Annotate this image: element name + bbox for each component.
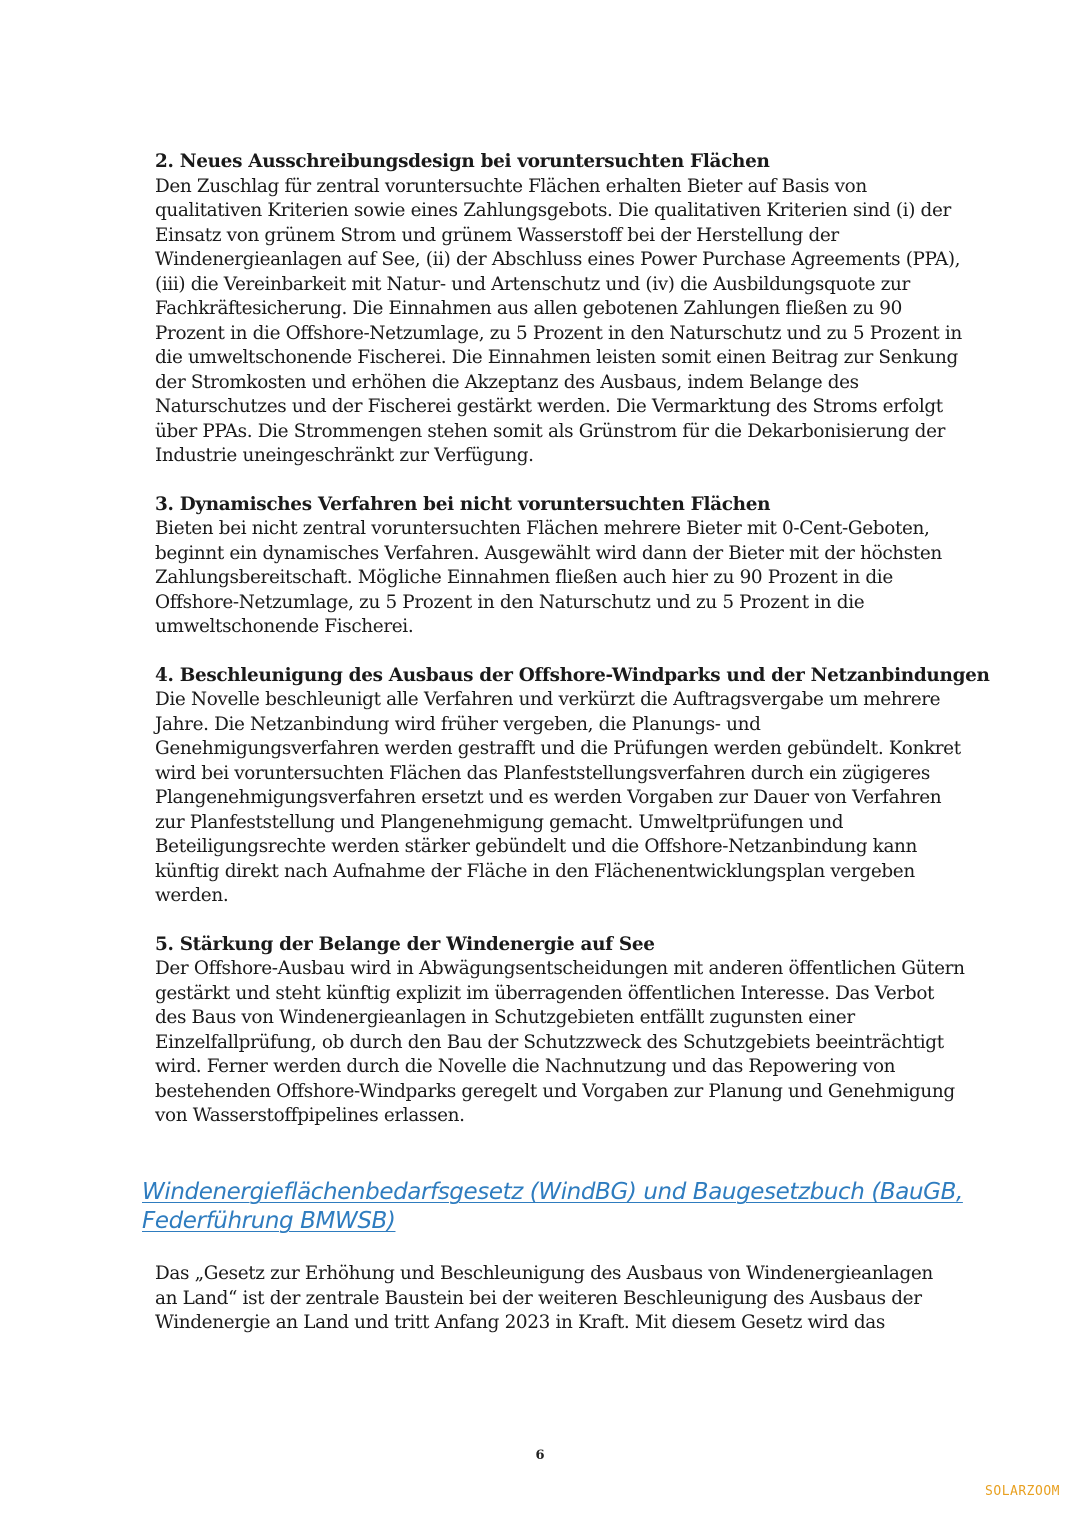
body-line: die umweltschonende Fischerei. Die Einnahmen leisten somit einen Beitrag zur Senkung (155, 347, 958, 368)
section-heading: 5. Stärkung der Belange der Windenergie auf See (155, 933, 655, 955)
section-2 (155, 150, 962, 469)
section-heading: 4. Beschleunigung des Ausbaus der Offshore-Windparks und der Netzanbindungen (155, 664, 990, 686)
body-line: Bieten bei nicht zentral voruntersuchten Flächen mehrere Bieter mit 0-Cent-Geboten, (155, 518, 930, 539)
body-line: Der Offshore-Ausbau wird in Abwägungsentscheidungen mit anderen öffentlichen Gütern (155, 958, 965, 979)
body-line: umweltschonende Fischerei. (155, 616, 414, 637)
section-5 (155, 933, 965, 1129)
link-heading-line: Windenergieflächenbedarfsgesetz (WindBG) und Baugesetzbuch (BauGB, (142, 1179, 963, 1205)
watermark-logo: SOLARZOOM (985, 1484, 1060, 1499)
body-line: werden. (155, 885, 229, 906)
body-line: Den Zuschlag für zentral voruntersuchte Flächen erhalten Bieter auf Basis von (155, 175, 867, 197)
body-line: (iii) die Vereinbarkeit mit Natur- und Artenschutz und (iv) die Ausbildungsquote zur (155, 273, 910, 295)
body-line: Prozent in die Offshore-Netzumlage, zu 5 Prozent in den Naturschutz und zu 5 Prozent in (155, 322, 962, 344)
section-heading: 2. Neues Ausschreibungsdesign bei voruntersuchten Flächen (155, 151, 770, 172)
windbg-section-link[interactable] (142, 1178, 963, 1236)
body-line: Fachkräftesicherung. Die Einnahmen aus allen gebotenen Zahlungen fließen zu 90 (155, 298, 902, 319)
body-line: Die Novelle beschleunigt alle Verfahren und verkürzt die Auftragsvergabe um mehrere (155, 689, 941, 710)
link-heading-line: Federführung BMWSB) (142, 1208, 396, 1234)
body-line: Zahlungsbereitschaft. Mögliche Einnahmen fließen auch hier zu 90 Prozent in die (155, 567, 893, 588)
body-line: beginnt ein dynamisches Verfahren. Ausgewählt wird dann der Bieter mit der höchsten (155, 542, 942, 564)
body-line: Offshore-Netzumlage, zu 5 Prozent in den Naturschutz und zu 5 Prozent in die (155, 591, 865, 613)
body-line: bestehenden Offshore-Windparks geregelt und Vorgaben zur Planung und Genehmigung (155, 1080, 955, 1102)
body-line: wird. Ferner werden durch die Novelle die Nachnutzung und das Repowering von (155, 1056, 896, 1077)
body-line: an Land“ ist der zentrale Baustein bei der weiteren Beschleunigung des Ausbaus der (155, 1287, 922, 1309)
body-line: über PPAs. Die Strommengen stehen somit als Grünstrom für die Dekarbonisierung der (155, 420, 946, 442)
section-4 (155, 664, 990, 909)
body-line: Plangenehmigungsverfahren ersetzt und es werden Vorgaben zur Dauer von Verfahren (155, 787, 942, 808)
body-line: wird bei voruntersuchten Flächen das Planfeststellungsverfahren durch ein zügigeres (155, 762, 930, 784)
body-line: Einzelfallprüfung, ob durch den Bau der Schutzzweck des Schutzgebiets beeinträchtigt (155, 1031, 944, 1053)
body-line: Das „Gesetz zur Erhöhung und Beschleunigung des Ausbaus von Windenergieanlagen (155, 1263, 933, 1284)
body-line: des Baus von Windenergieanlagen in Schutzgebieten entfällt zugunsten einer (155, 1007, 855, 1028)
body-line: Beteiligungsrechte werden stärker gebündelt und die Offshore-Netzanbindung kann (155, 836, 918, 857)
windbg-intro-paragraph (155, 1262, 955, 1336)
page-number: 6 (535, 1448, 545, 1463)
document-body (155, 150, 990, 1153)
body-line: Industrie uneingeschränkt zur Verfügung. (155, 445, 534, 466)
section-3 (155, 493, 955, 640)
body-line: Windenergieanlagen auf See, (ii) der Abschluss eines Power Purchase Agreements (PPA), (155, 249, 961, 270)
body-line: Einsatz von grünem Strom und grünem Wasserstoff bei der Herstellung der (155, 224, 839, 246)
body-line: qualitativen Kriterien sowie eines Zahlungsgebots. Die qualitativen Kriterien sind (i) der (155, 200, 951, 221)
body-line: von Wasserstoffpipelines erlassen. (155, 1105, 465, 1126)
body-line: der Stromkosten und erhöhen die Akzeptanz des Ausbaus, indem Belange des (155, 371, 859, 393)
body-line: gestärkt und steht künftig explizit im überragenden öffentlichen Interesse. Das Verbot (155, 982, 935, 1004)
body-line: Naturschutzes und der Fischerei gestärkt werden. Die Vermarktung des Stroms erfolgt (155, 396, 943, 417)
body-line: künftig direkt nach Aufnahme der Fläche in den Flächenentwicklungsplan vergeben (155, 860, 915, 882)
body-line: Jahre. Die Netzanbindung wird früher vergeben, die Planungs- und (155, 713, 761, 735)
body-line: zur Planfeststellung und Plangenehmigung gemacht. Umweltprüfungen und (155, 811, 844, 833)
body-line: Genehmigungsverfahren werden gestrafft und die Prüfungen werden gebündelt. Konkret (155, 738, 961, 759)
section-heading: 3. Dynamisches Verfahren bei nicht voruntersuchten Flächen (155, 493, 771, 515)
body-line: Windenergie an Land und tritt Anfang 2023 in Kraft. Mit diesem Gesetz wird das (155, 1312, 885, 1333)
